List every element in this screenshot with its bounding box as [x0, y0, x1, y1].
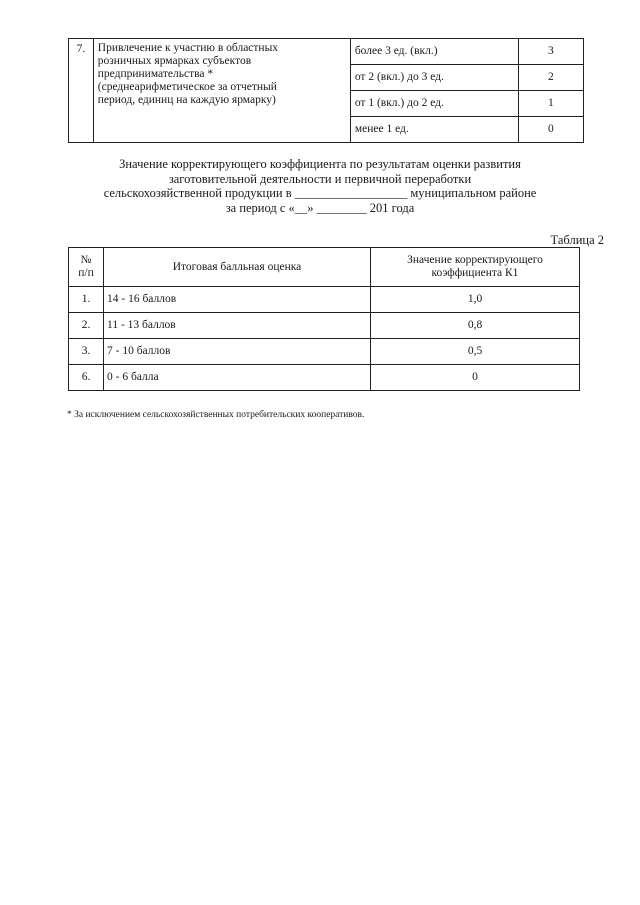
header-score: Итоговая балльная оценка [104, 248, 371, 287]
range-cell: от 1 (вкл.) до 2 ед. [350, 91, 518, 117]
criteria-description: Привлечение к участию в областных розничных ярмарках субъектов предпринимательства * (среднеарифметическое за отчетный период, единиц на каждую ярмарку) [93, 39, 350, 143]
criteria-row-number: 7. [69, 39, 94, 143]
range-cell: менее 1 ед. [350, 117, 518, 143]
section-heading: Значение корректирующего коэффициента по результатам оценки развития заготовительной деятельности и первичной переработки сельскохозяйственной продукции в __________________ муниципальном районе за период с «__» ________ 201 года [103, 157, 537, 215]
table-row: 3. 7 - 10 баллов 0,5 [69, 339, 580, 365]
coefficient-table [68, 247, 580, 391]
table-row: 6. 0 - 6 балла 0 [69, 365, 580, 391]
table-row: 2. 11 - 13 баллов 0,8 [69, 313, 580, 339]
range-cell: от 2 (вкл.) до 3 ед. [350, 65, 518, 91]
footnote: * За исключением сельскохозяйственных потребительских кооперативов. [67, 410, 365, 420]
score-cell: 0 [518, 117, 583, 143]
table-row: 1. 14 - 16 баллов 1,0 [69, 287, 580, 313]
score-cell: 3 [518, 39, 583, 65]
range-cell: более 3 ед. (вкл.) [350, 39, 518, 65]
criteria-table [68, 38, 584, 143]
table-label: Таблица 2 [550, 233, 604, 247]
score-cell: 1 [518, 91, 583, 117]
header-number: № п/п [69, 248, 104, 287]
header-coefficient: Значение корректирующего коэффициента К1 [371, 248, 580, 287]
score-cell: 2 [518, 65, 583, 91]
table-header-row [69, 248, 580, 287]
